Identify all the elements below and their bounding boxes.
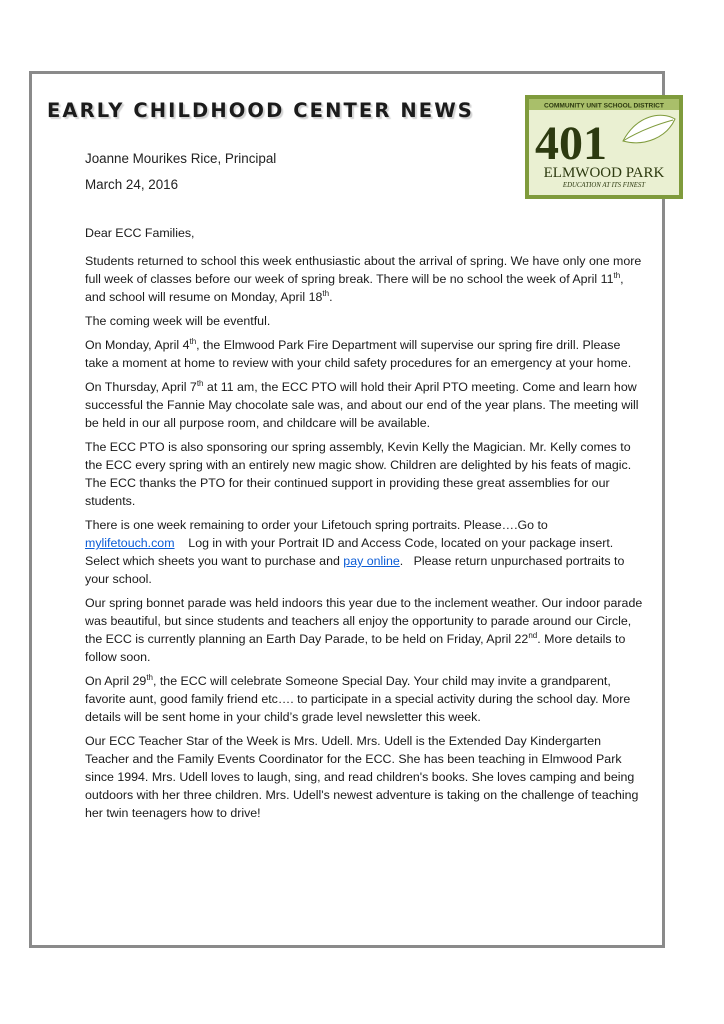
- paragraph-text: . More details to follow soon.: [85, 632, 626, 664]
- paragraph-text: There is one week remaining to order your Lifetouch spring portraits. Please….Go to: [85, 518, 548, 532]
- paragraph-text: Log in with your Portrait ID and Access Code, located on your package insert. Select which sheets you want to purchase and: [85, 536, 621, 568]
- superscript: th: [196, 379, 204, 388]
- letter-body: [85, 224, 645, 828]
- logo-name: ELMWOOD PARK: [543, 165, 665, 181]
- paragraph-eventful-week: The coming week will be eventful.: [85, 314, 271, 328]
- district-logo: [525, 95, 683, 199]
- letter-greeting: Dear ECC Families,: [85, 226, 195, 240]
- principal-name: Joanne Mourikes Rice, Principal: [85, 151, 277, 166]
- paragraph-text: On Thursday, April 7: [85, 380, 197, 394]
- mylifetouch-link[interactable]: mylifetouch.com: [85, 536, 175, 550]
- paragraph-text: , the Elmwood Park Fire Department will supervise our spring fire drill. Please take a moment at home to review with your child safety procedures for an emergency at your home.: [85, 338, 632, 370]
- paragraph-text: , the ECC will celebrate Someone Special Day. Your child may invite a grandparent, favorite aunt, good family friend etc…. to participate in a special activity during the school day. More details will be sent home in your child’s grade level newsletter this week.: [85, 674, 631, 724]
- superscript: nd: [528, 631, 538, 640]
- superscript: th: [322, 289, 330, 298]
- paragraph-someone-special-day: [85, 672, 645, 726]
- paragraph-text: . Please return unpurchased portraits to your school.: [85, 554, 628, 586]
- paragraph-spring-break: [85, 252, 645, 306]
- superscript: th: [189, 337, 197, 346]
- paragraph-fire-drill: [85, 336, 645, 372]
- paragraph-text: at 11 am, the ECC PTO will hold their April PTO meeting. Come and learn how successful the Fannie May chocolate sale was, and about our end of the year plans. The meeting will be held in our all purpose room, and childcare will be available.: [85, 380, 639, 430]
- newsletter-date: March 24, 2016: [85, 177, 179, 192]
- paragraph-text: Students returned to school this week enthusiastic about the arrival of spring. We have only one more full week of classes before our week of spring break. There will be no school the week of April 11: [85, 254, 642, 286]
- logo-top-text: COMMUNITY UNIT SCHOOL DISTRICT: [544, 102, 664, 110]
- paragraph-teacher-star: Our ECC Teacher Star of the Week is Mrs. Udell. Mrs. Udell is the Extended Day Kindergarten Teacher and the Family Events Coordinator for the ECC. She has been teaching in Elmwood Park since 1994. Mrs. Udell loves to laugh, sing, and read children's books. She loves camping and being outdoors with her three children. Mrs. Udell's newest adventure is taking on the challenge of teaching her twin teenagers how to drive!: [85, 734, 639, 820]
- pay-online-link[interactable]: pay online: [343, 554, 400, 568]
- paragraph-text: On Monday, April 4: [85, 338, 190, 352]
- paragraph-pto-meeting: [85, 378, 645, 432]
- paragraph-text: On April 29: [85, 674, 147, 688]
- logo-number: 401: [535, 117, 607, 170]
- paragraph-text: Our spring bonnet parade was held indoors this year due to the inclement weather. Our indoor parade was beautiful, but since students and teachers all enjoy the opportunity to parade around our Circle, the ECC is currently planning an Earth Day Parade, to be held on Friday, April 22: [85, 596, 643, 646]
- logo-tagline: EDUCATION AT ITS FINEST: [562, 182, 646, 189]
- paragraph-text: , and school will resume on Monday, April 18: [85, 272, 624, 304]
- paragraph-portraits: [85, 516, 645, 588]
- paragraph-text: .: [329, 290, 333, 304]
- superscript: th: [613, 271, 621, 280]
- paragraph-spring-assembly: The ECC PTO is also sponsoring our spring assembly, Kevin Kelly the Magician. Mr. Kelly comes to the ECC every spring with an entirely new magic show. Children are delighted by his feats of magic. The ECC thanks the PTO for their continued support in providing these great assemblies for our students.: [85, 440, 632, 508]
- newsletter-title: EARLY CHILDHOOD CENTER NEWS: [47, 99, 474, 122]
- superscript: th: [146, 673, 153, 682]
- paragraph-bonnet-parade: [85, 594, 645, 666]
